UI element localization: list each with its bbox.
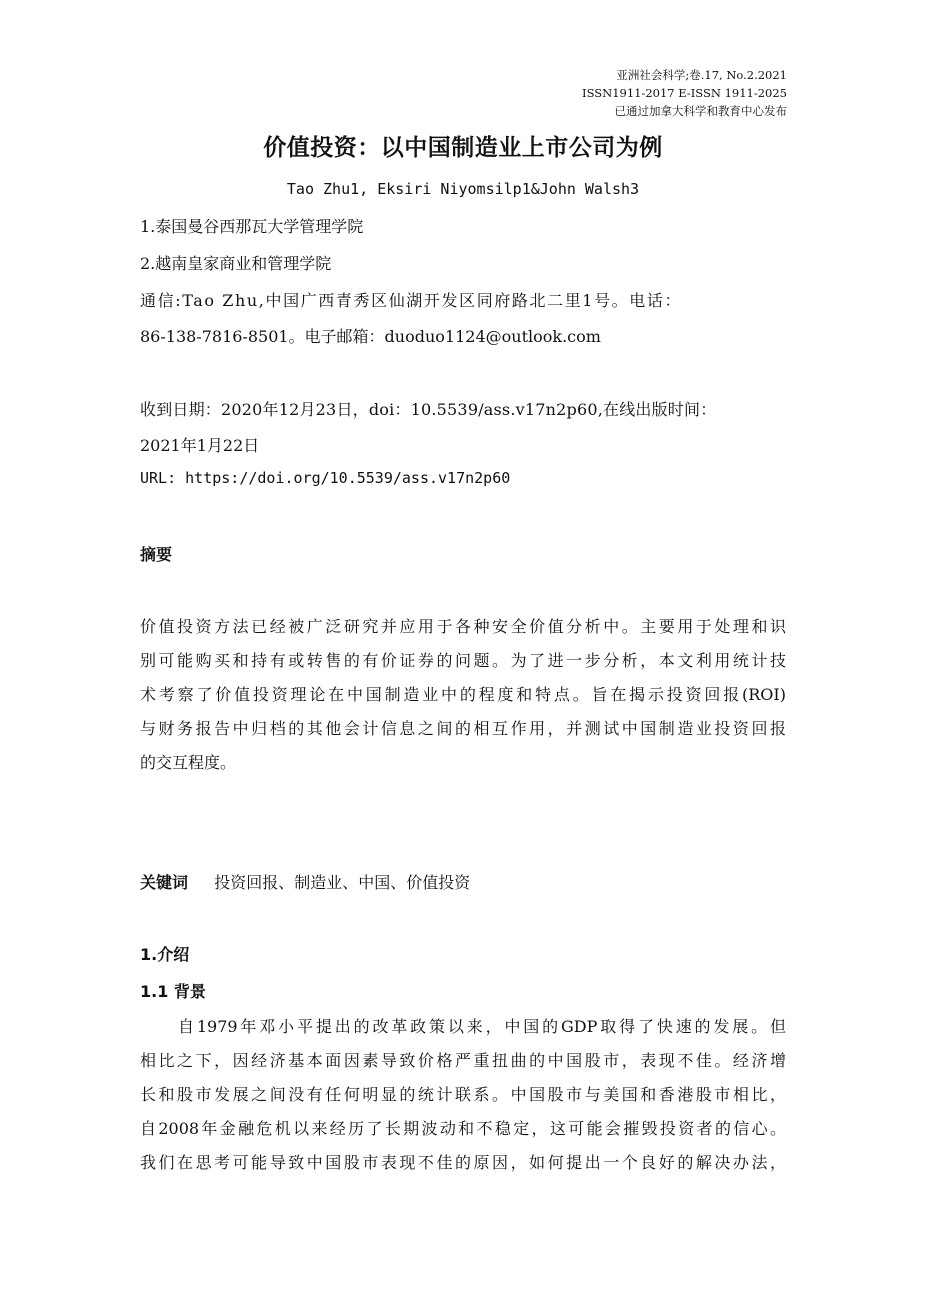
received-line-1: 收到日期：2020年12月23日，doi：10.5539/ass.v17n2p60,在线出版时间： — [140, 400, 717, 419]
body-line: 自2008年金融危机以来经历了长期波动和不稳定，这可能会摧毁投资者的信心。 — [140, 1119, 786, 1138]
correspondence-line-2: 86-138-7816-8501。电子邮箱：duoduo1124@outlook.com — [140, 327, 601, 346]
received-line-2: 2021年1月22日 — [140, 436, 260, 455]
abstract-body — [140, 610, 786, 780]
abstract-line: 与财务报告中归档的其他会计信息之间的相互作用，并测试中国制造业投资回报 — [140, 719, 786, 738]
body-line: 自1979年邓小平提出的改革政策以来，中国的GDP取得了快速的发展。但 — [178, 1017, 786, 1036]
body-line: 长和股市发展之间没有任何明显的统计联系。中国股市与美国和香港股市相比， — [140, 1085, 786, 1104]
section-body — [140, 1010, 786, 1180]
paper-title: 价值投资：以中国制造业上市公司为例 — [263, 135, 663, 161]
abstract-line: 价值投资方法已经被广泛研究并应用于各种安全价值分析中。主要用于处理和识 — [140, 617, 786, 636]
publisher-line: 已通过加拿大科学和教育中心发布 — [614, 104, 787, 118]
journal-header — [582, 66, 787, 120]
keywords-label: 关键词 — [140, 873, 189, 892]
body-line: 相比之下，因经济基本面因素导致价格严重扭曲的中国股市，表现不佳。经济增 — [140, 1051, 786, 1070]
affiliation-2: 2.越南皇家商业和管理学院 — [140, 254, 332, 273]
abstract-line: 别可能购买和持有或转售的有价证券的问题。为了进一步分析，本文利用统计技 — [140, 651, 786, 670]
subsection-heading: 1.1 背景 — [140, 982, 206, 1001]
body-line: 我们在思考可能导致中国股市表现不佳的原因，如何提出一个良好的解决办法， — [140, 1153, 786, 1172]
affiliation-1: 1.泰国曼谷西那瓦大学管理学院 — [140, 217, 364, 236]
author-list: Tao Zhu1, Eksiri Niyomsilp1&John Walsh3 — [286, 180, 640, 198]
issn-line: ISSN1911-2017 E-ISSN 1911-2025 — [582, 86, 787, 100]
abstract-line: 术考察了价值投资理论在中国制造业中的程度和特点。旨在揭示投资回报(ROI) — [140, 685, 786, 704]
correspondence-line-1: 通信:Tao Zhu,中国广西青秀区仙湖开发区同府路北二里1号。电话： — [140, 291, 683, 310]
doi-url: URL: https://doi.org/10.5539/ass.v17n2p60 — [140, 469, 511, 487]
abstract-heading: 摘要 — [140, 545, 173, 564]
keywords-text: 投资回报、制造业、中国、价值投资 — [214, 873, 471, 892]
abstract-line: 的交互程度。 — [140, 753, 237, 772]
keywords-row — [140, 870, 470, 893]
section-heading: 1.介绍 — [140, 945, 190, 964]
journal-citation: 亚洲社会科学;卷.17, No.2.2021 — [616, 68, 787, 82]
